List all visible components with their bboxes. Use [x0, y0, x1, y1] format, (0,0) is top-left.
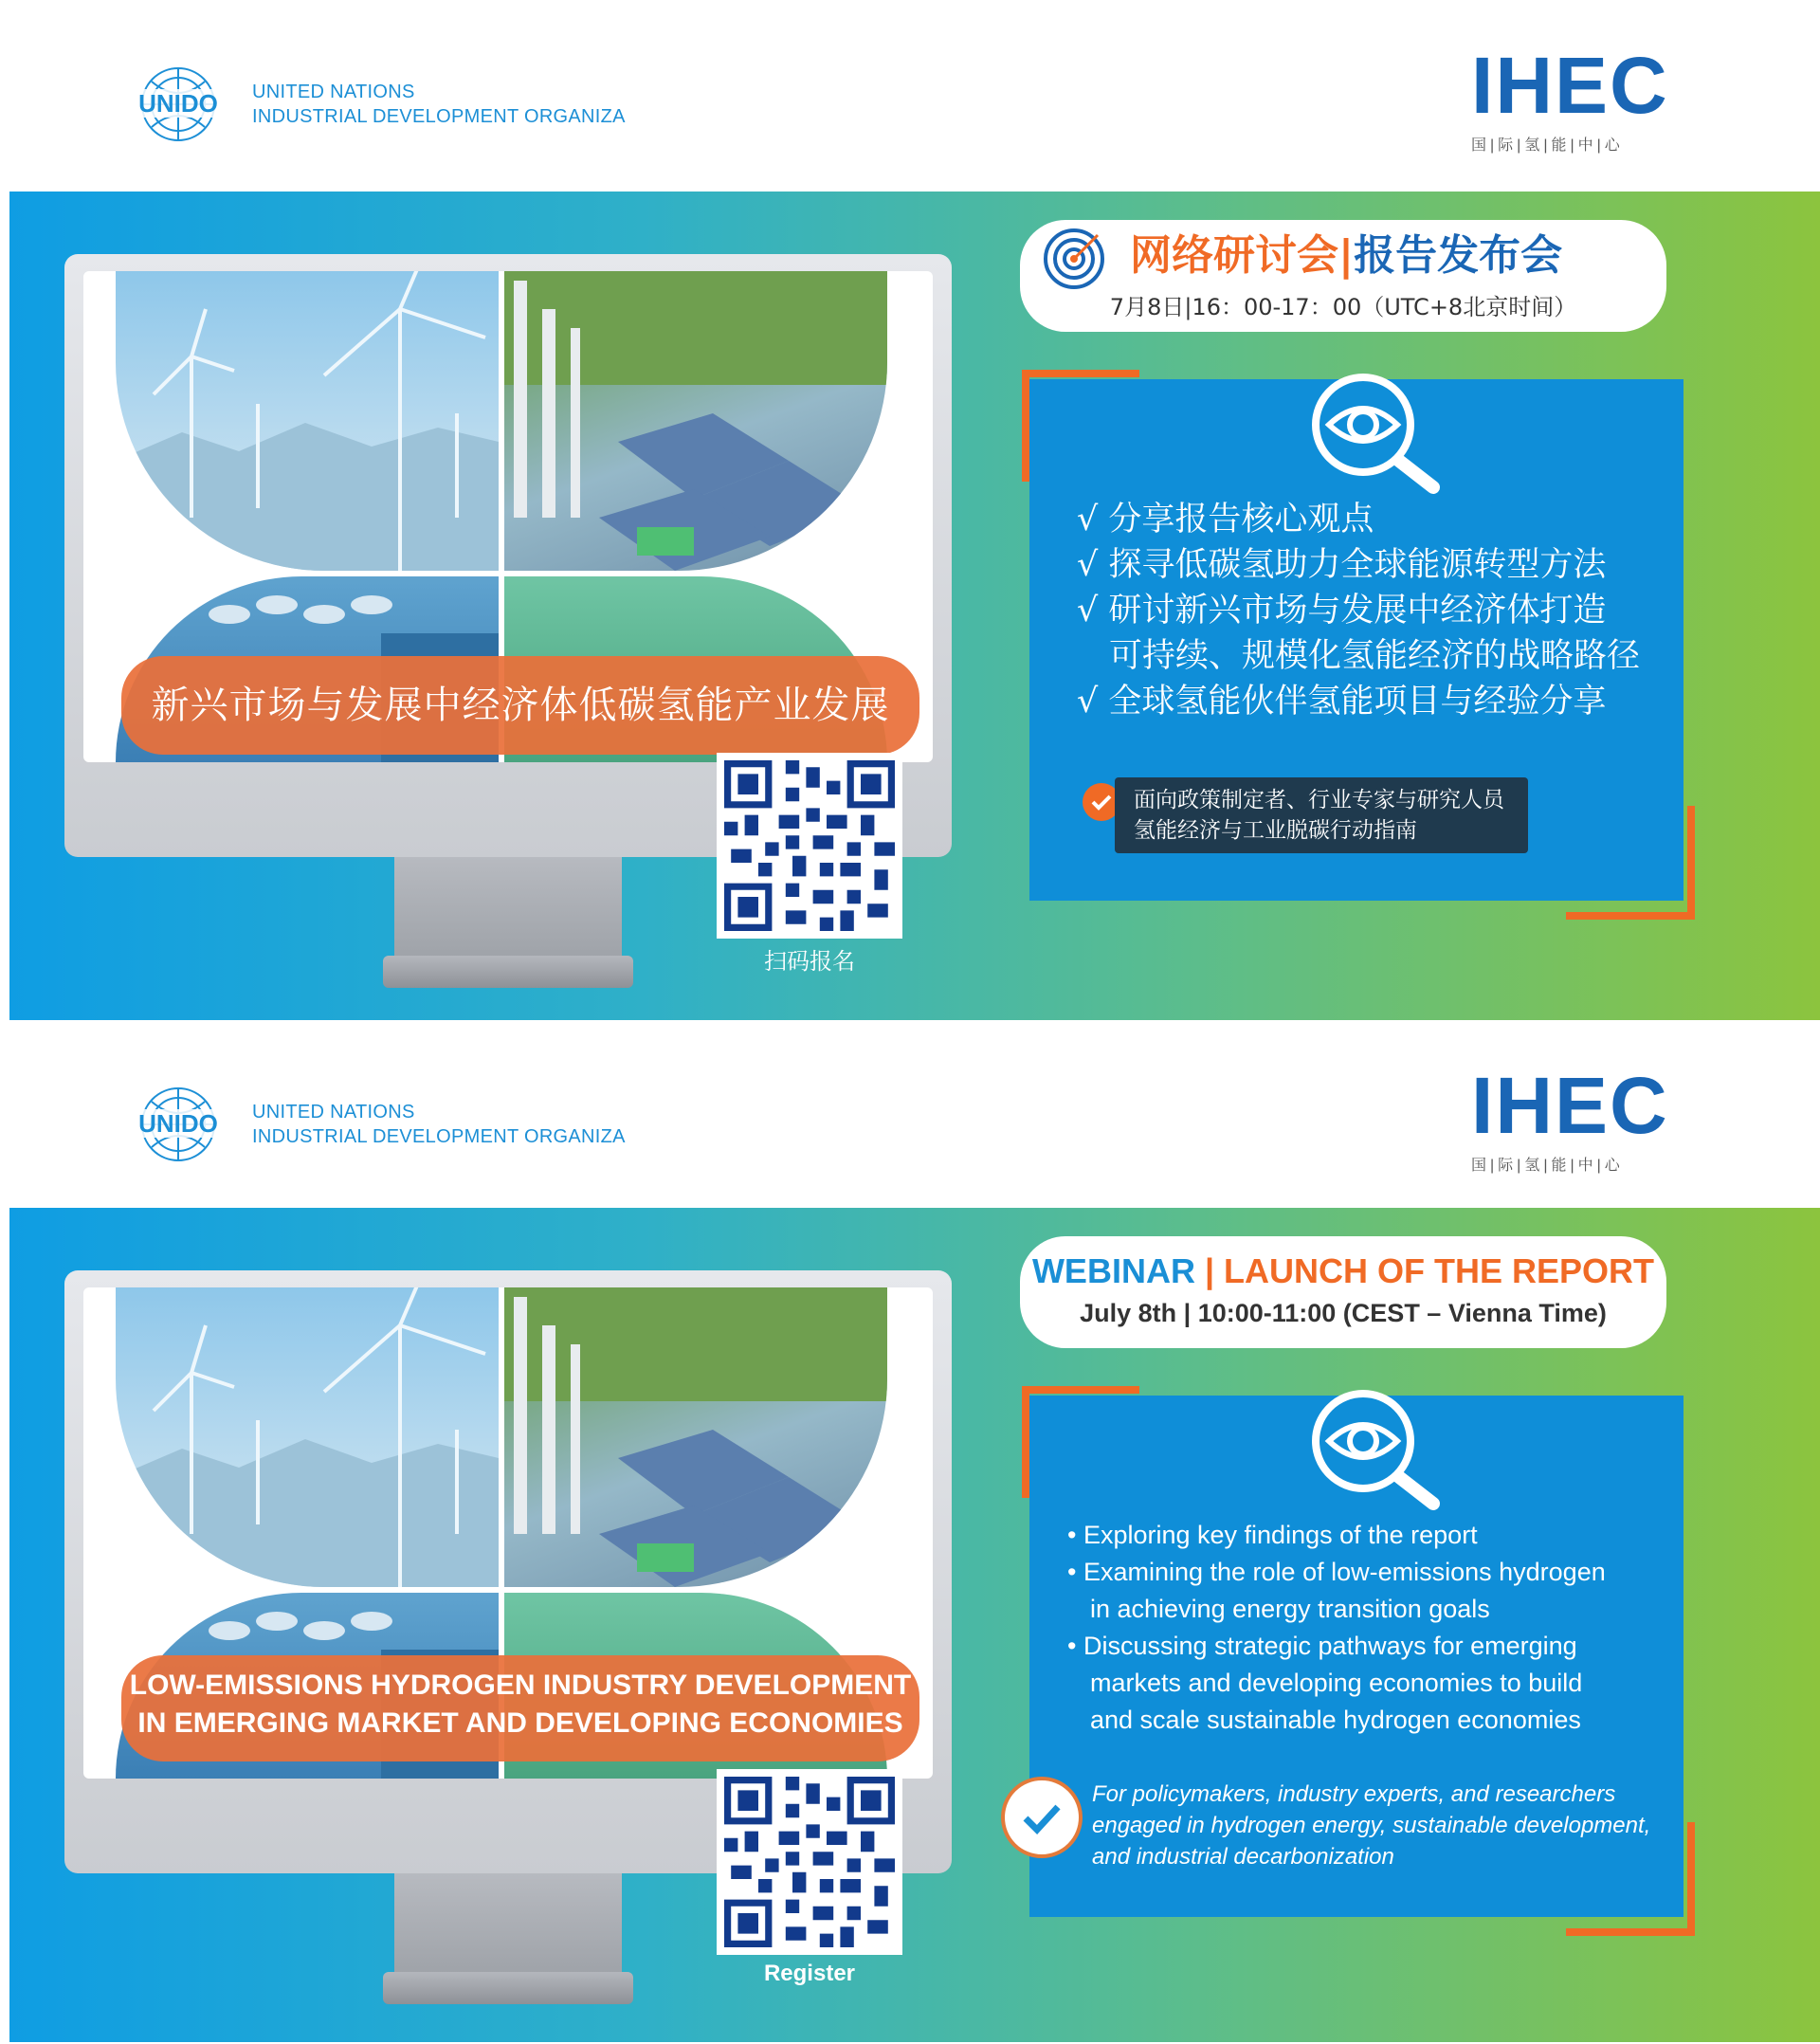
event-title: [1020, 1248, 1666, 1295]
ihec-logo: [1471, 1061, 1676, 1175]
qr-label: Register: [763, 1961, 856, 1986]
unido-line2: INDUSTRIAL DEVELOPMENT ORGANIZA: [252, 1126, 626, 1147]
unido-name: [252, 1100, 626, 1149]
agenda-box: [1029, 1396, 1684, 1917]
check-icon: [1001, 1777, 1083, 1858]
target-icon: [1043, 228, 1105, 290]
agenda-item: √ 分享报告核心观点: [1077, 501, 1374, 538]
ihec-mark: IHEC: [1471, 1061, 1669, 1150]
unido-logo-text: UNIDO: [138, 1109, 218, 1138]
audience-line: and industrial decarbonization: [1092, 1844, 1394, 1870]
registration-qr-code[interactable]: [717, 1769, 902, 1955]
event-type-webinar: 网络研讨会: [1130, 231, 1338, 280]
un-emblem-icon: [125, 1083, 231, 1166]
monitor-stand: [394, 1873, 622, 1978]
unido-name: [252, 80, 626, 129]
agenda-box: [1029, 379, 1684, 901]
event-separator: |: [1338, 231, 1355, 280]
agenda-item: • Exploring key findings of the report: [1067, 1521, 1478, 1549]
agenda-list: [1077, 497, 1640, 724]
header-cn: [0, 0, 1820, 190]
qr-code-icon: [724, 760, 895, 931]
agenda-item: √ 探寻低碳氢助力全球能源转型方法: [1077, 546, 1607, 584]
un-emblem-icon: [125, 63, 231, 146]
monitor-screen: [83, 271, 933, 762]
agenda-item: • Examining the role of low-emissions hydrogen: [1067, 1558, 1606, 1586]
agenda-item-cont: and scale sustainable hydrogen economies: [1090, 1706, 1581, 1734]
audience-line: 面向政策制定者、行业专家与研究人员: [1134, 788, 1504, 812]
event-type-webinar: WEBINAR: [1031, 1251, 1195, 1290]
qr-label: 扫码报名: [764, 948, 855, 975]
audience-line: 氢能经济与工业脱碳行动指南: [1134, 818, 1417, 843]
ihec-subtitle: 国|际|氢|能|中|心: [1471, 1158, 1624, 1174]
banner-en: [9, 1208, 1820, 2042]
monitor-base: [383, 956, 633, 988]
agenda-list: [1067, 1517, 1606, 1739]
industrial-plant-image: [504, 271, 887, 571]
agenda-item: √ 研讨新兴市场与发展中经济体打造: [1077, 592, 1607, 630]
ihec-subtitle: 国|际|氢|能|中|心: [1471, 137, 1624, 154]
ihec-logo: [1471, 41, 1676, 155]
agenda-item-cont: 可持续、规模化氢能经济的战略路径: [1109, 637, 1641, 675]
audience-box: [1115, 777, 1528, 853]
report-title-line1: LOW-EMISSIONS HYDROGEN INDUSTRY DEVELOPMENT: [129, 1670, 912, 1701]
event-type-launch: 报告发布会: [1354, 231, 1563, 280]
eye-magnifier-icon: [1301, 1382, 1452, 1511]
audience-line: engaged in hydrogen energy, sustainable development,: [1092, 1813, 1651, 1838]
qr-code-icon: [724, 1777, 895, 1947]
wind-turbine-image: [116, 1287, 499, 1587]
unido-line2: INDUSTRIAL DEVELOPMENT ORGANIZA: [252, 106, 626, 127]
monitor-screen: [83, 1287, 933, 1779]
agenda-item: • Discussing strategic pathways for emerging: [1067, 1632, 1577, 1660]
report-title-pill: [121, 656, 919, 755]
agenda-item-cont: in achieving energy transition goals: [1090, 1595, 1490, 1623]
eye-magnifier-icon: [1301, 366, 1452, 495]
event-datetime: July 8th | 10:00-11:00 (CEST – Vienna Time): [1080, 1299, 1607, 1327]
event-header-pill: [1020, 1236, 1666, 1348]
registration-qr-code[interactable]: [717, 753, 902, 939]
industrial-plant-image: [504, 1287, 887, 1587]
event-datetime: 7月8日|16：00-17：00（UTC+8北京时间）: [1109, 294, 1577, 320]
agenda-item-cont: markets and developing economies to build: [1090, 1669, 1583, 1697]
ihec-mark: IHEC: [1471, 41, 1669, 130]
wind-turbine-image: [116, 271, 499, 571]
unido-logo-text: UNIDO: [138, 89, 218, 118]
event-title: [1130, 226, 1562, 286]
report-title-line2: IN EMERGING MARKET AND DEVELOPING ECONOMIES: [137, 1707, 903, 1739]
event-header-pill: [1020, 220, 1666, 332]
monitor-stand: [394, 857, 622, 961]
agenda-item: √ 全球氢能伙伴氢能项目与经验分享: [1077, 683, 1607, 721]
unido-line1: UNITED NATIONS: [252, 1102, 415, 1122]
report-title-pill: [121, 1655, 919, 1761]
audience-text: [1092, 1779, 1650, 1872]
event-separator: |: [1204, 1251, 1215, 1290]
audience-line: For policymakers, industry experts, and researchers: [1092, 1781, 1616, 1807]
banner-cn: [9, 192, 1820, 1026]
header-en: [0, 1020, 1820, 1210]
monitor-base: [383, 1972, 633, 2004]
event-type-launch: LAUNCH OF THE REPORT: [1224, 1251, 1655, 1290]
report-title: 新兴市场与发展中经济体低碳氢能产业发展: [151, 684, 890, 727]
unido-line1: UNITED NATIONS: [252, 82, 415, 102]
